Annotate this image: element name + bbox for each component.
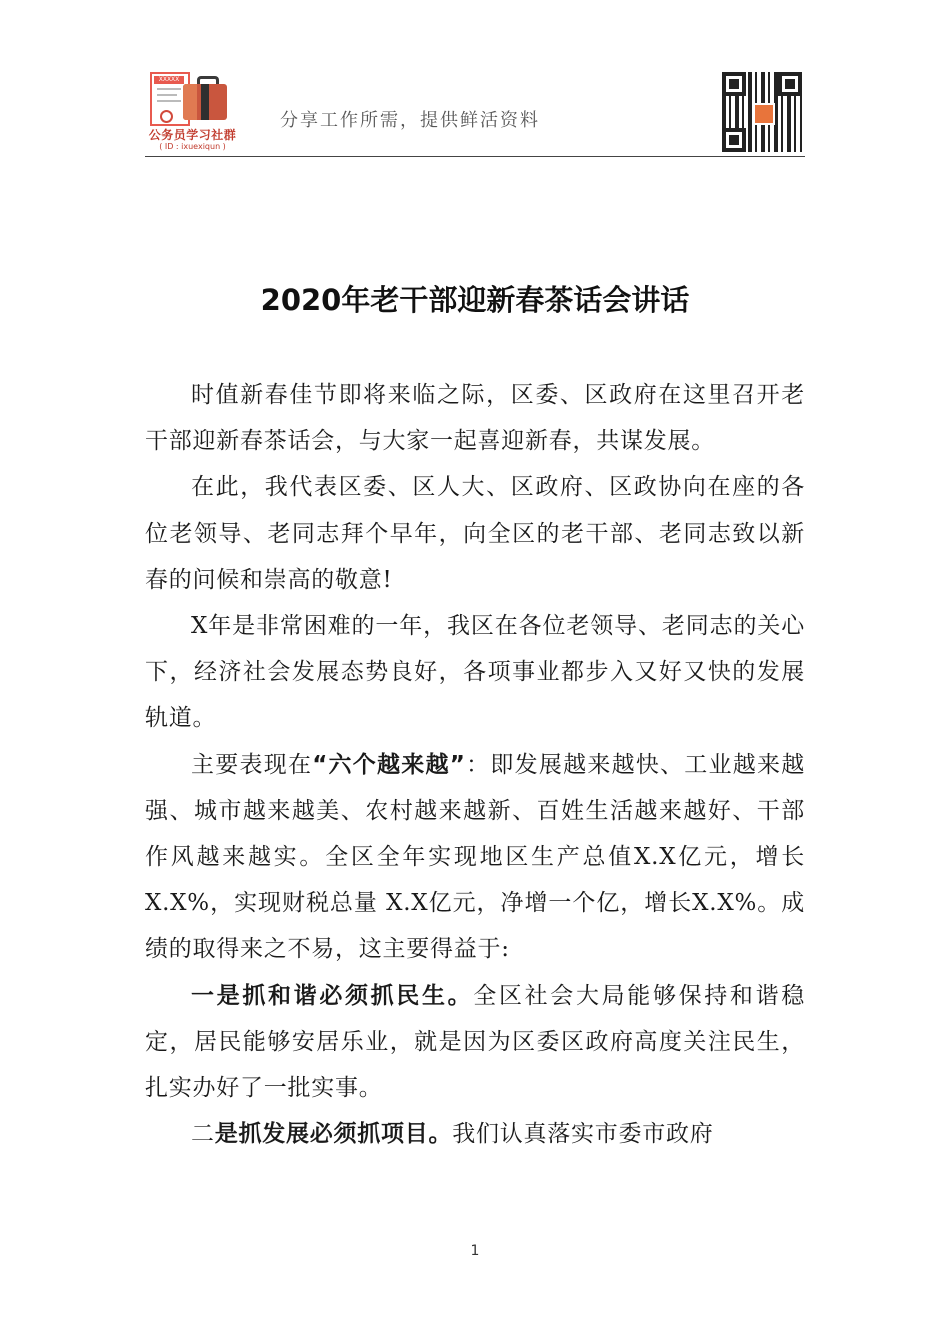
document-body [145,372,805,1157]
document-title: 2020年老干部迎新春茶话会讲话 [260,283,690,317]
page-header [145,70,805,155]
bold-phrase: 是抓发展必须抓项目。 [214,1121,453,1148]
header-slogan: 分享工作所需，提供鲜活资料 [280,110,540,131]
paragraph-6: 二是抓发展必须抓项目。我们认真落实市委市政府 [191,1121,714,1148]
paragraph-3: X年是非常困难的一年，我区在各位老领导、老同志的关心下，经济社会发展态势良好，各项事业都步入又好又快的发展轨道。 [145,613,805,732]
paragraph-2: 在此，我代表区委、区人大、区政府、区政协向在座的各位老领导、老同志拜个早年，向全区的老干部、老同志致以新春的问候和崇高的敬意! [145,474,805,593]
page-number: 1 [470,1243,480,1259]
document-icon: XXXXX [150,72,190,126]
paragraph-5: 一是抓和谐必须抓民生。全区社会大局能够保持和谐稳定，居民能够安居乐业，就是因为区委区政府高度关注民生，扎实办好了一批实事。 [145,982,806,1102]
header-divider [145,156,805,157]
seal-icon [160,110,173,123]
logo-id: ( ID : ixuexiqun ) [159,142,226,151]
qr-code-icon [722,72,802,152]
bold-phrase: 一是抓和谐必须抓民生。 [191,982,474,1009]
qr-logo-icon [753,103,775,125]
paragraph-1: 时值新春佳节即将来临之际，区委、区政府在这里召开老干部迎新春茶话会，与大家一起喜迎新春，共谋发展。 [145,382,805,455]
bold-phrase: “六个越来越” [312,751,466,778]
logo-name: 公务员学习社群 [148,128,237,142]
paragraph-4: 主要表现在“六个越来越”：即发展越来越快、工业越来越强、城市越来越美、农村越来越新、百姓生活越来越好、干部作风越来越实。全区全年实现地区生产总值X.X亿元，增长X.X%，实现财税总量 X.X亿元，净增一个亿，增长X.X%。成绩的取得来之不易，这主要得益于: [145,751,806,963]
brand-logo [145,70,240,155]
